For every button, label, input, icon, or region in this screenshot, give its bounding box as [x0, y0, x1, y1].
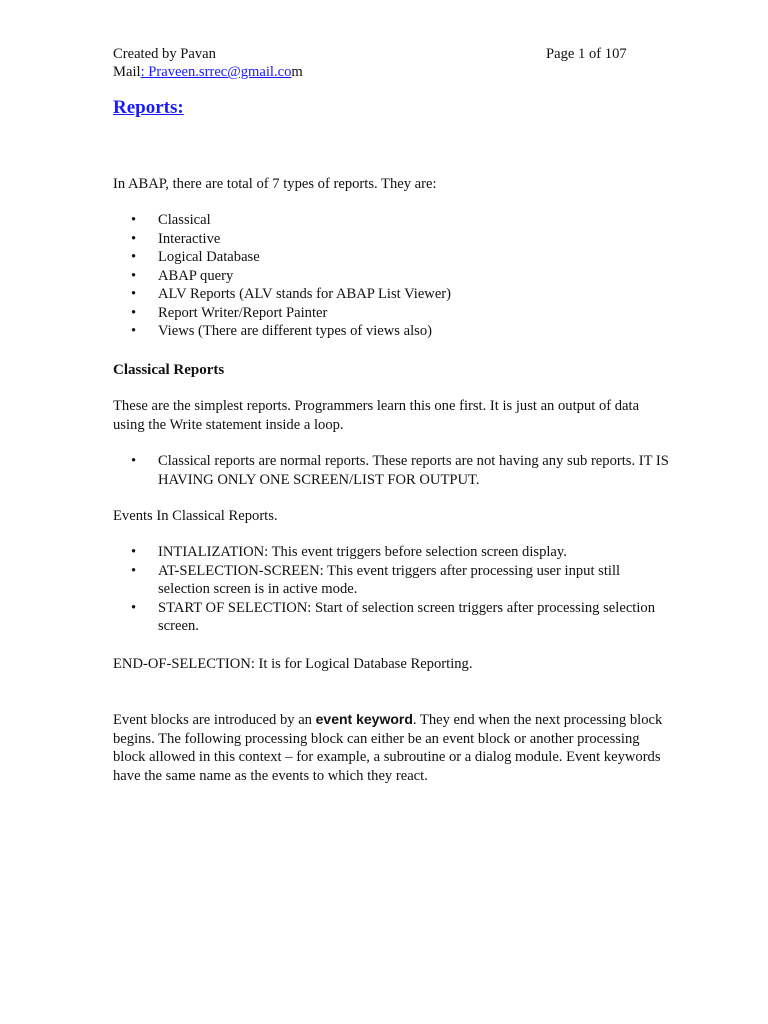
events-list [113, 543, 673, 636]
list-item [113, 267, 673, 286]
list-item [113, 230, 673, 249]
bullet-icon: • [131, 453, 137, 469]
list-item-text: ABAP query [158, 267, 234, 284]
bullet-icon: • [131, 286, 137, 302]
bullet-icon: • [131, 212, 137, 228]
list-item [113, 211, 673, 230]
events-heading: Events In Classical Reports. [113, 508, 278, 524]
page-number: Page 1 of 107 [546, 46, 627, 62]
mail-link[interactable]: : Praveen.srrec@gmail.co [140, 64, 292, 80]
intro-text: In ABAP, there are total of 7 types of reports. They are: [113, 176, 437, 192]
page-title[interactable]: Reports: [113, 97, 184, 118]
classical-paragraph: These are the simplest reports. Programmers learn this one first. It is just an output of data using the Write statement inside a loop. [113, 398, 640, 433]
event-blocks-text-end: . They end when the next processing block begins. The following processing block can either be an event block or another processing block allowed in this context – for example, a subroutine or a dialog module. Event keywords have the same name as the events to which they react. [113, 712, 663, 784]
list-item-text: Report Writer/Report Painter [158, 304, 328, 321]
bullet-icon: • [131, 304, 137, 321]
list-item [113, 562, 673, 599]
event-keyword-term: event keyword [315, 711, 413, 727]
list-item-text: ALV Reports (ALV stands for ABAP List Viewer) [158, 286, 452, 302]
event-blocks-paragraph [113, 710, 673, 785]
list-item [113, 248, 673, 267]
list-item-text: Classical reports are normal reports. These reports are not having any sub reports. IT IS HAVING ONLY ONE SCREEN/LIST FOR OUTPUT. [158, 453, 669, 488]
list-item [113, 322, 673, 341]
classical-bullet-list [113, 452, 673, 489]
list-item-text: Interactive [158, 230, 221, 247]
list-item-text: Classical [158, 212, 211, 228]
end-of-selection-text: END-OF-SELECTION: It is for Logical Database Reporting. [113, 656, 473, 672]
list-item [113, 452, 673, 489]
list-item-text: Views (There are different types of views also) [158, 323, 433, 339]
list-item [113, 285, 673, 304]
classical-reports-heading: Classical Reports [113, 362, 225, 378]
list-item-text: Logical Database [158, 249, 260, 265]
bullet-icon: • [131, 249, 137, 265]
list-item [113, 599, 673, 636]
bullet-icon: • [131, 544, 137, 560]
bullet-icon: • [131, 562, 137, 579]
mail-line [113, 63, 303, 82]
mail-suffix: m [291, 64, 303, 80]
bullet-icon: • [131, 323, 137, 339]
list-item-text: INTIALIZATION: This event triggers before selection screen display. [158, 544, 567, 560]
list-item-text: START OF SELECTION: Start of selection screen triggers after processing selection screen. [158, 599, 655, 634]
mail-label: Mail [113, 64, 141, 80]
list-item [113, 304, 673, 323]
list-item-text: AT-SELECTION-SCREEN: This event triggers after processing user input still selection screen is in active mode. [158, 562, 621, 597]
list-item [113, 543, 673, 562]
created-by-text: Created by Pavan [113, 46, 216, 62]
bullet-icon: • [131, 267, 137, 284]
bullet-icon: • [131, 230, 137, 247]
event-blocks-text-start: Event blocks are introduced by an [113, 712, 316, 728]
bullet-icon: • [131, 599, 137, 616]
report-types-list [113, 211, 673, 341]
